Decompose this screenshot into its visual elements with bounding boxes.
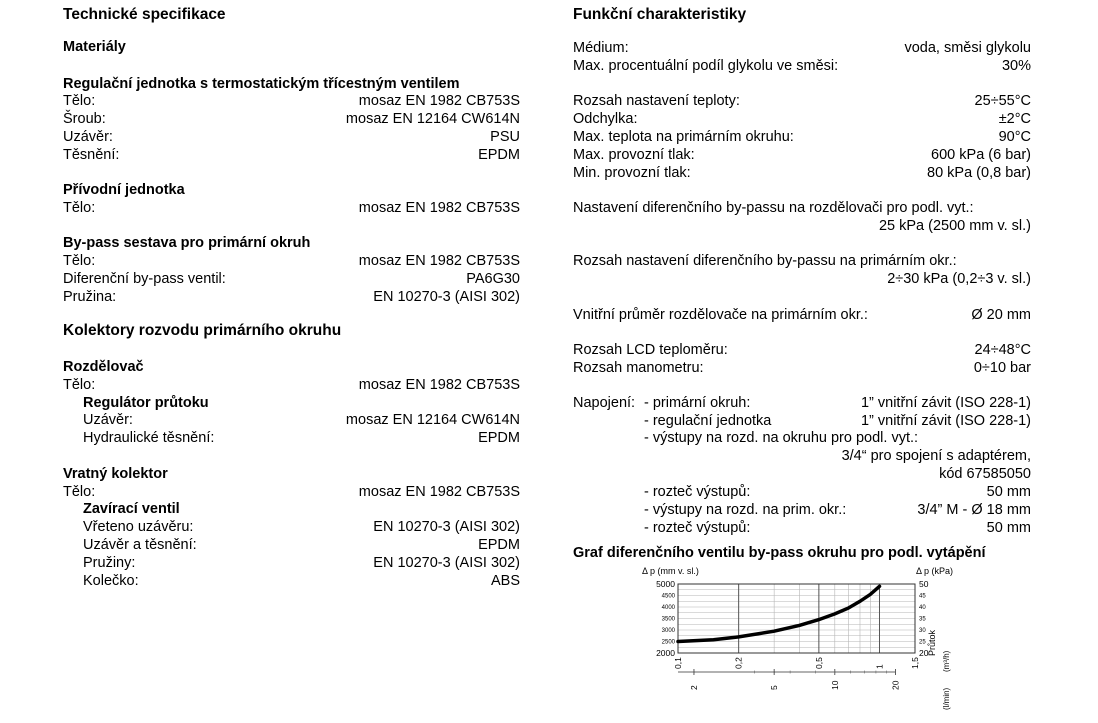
chart-y2-tick-label: 30 [919, 628, 926, 634]
chart-y-tick-label: 2500 [661, 639, 675, 646]
spec-row: Tělo: mosaz EN 1982 CB753S [63, 484, 520, 500]
chart-y2-tick-label: 35 [919, 616, 926, 623]
spec-row: Uzávěr a těsnění: EPDM [83, 537, 520, 553]
spec-row: Těsnění: EPDM [63, 147, 520, 163]
distributor-heading: Rozdělovač [63, 359, 144, 375]
bypass-distributor-label: Nastavení diferenčního by-passu na rozdělovači pro podl. vyt.: [573, 200, 974, 216]
chart-y2-tick-label: 45 [919, 593, 926, 600]
regulation-unit-heading: Regulační jednotka s termostatickým třícestným ventilem [63, 76, 460, 92]
spec-row: Odchylka: ±2°C [573, 111, 1031, 127]
connection-row: 3/4“ pro spojení s adaptérem, [841, 448, 1031, 464]
characteristics-title: Funkční charakteristiky [573, 6, 747, 23]
spec-row: Médium: voda, směsi glykolu [573, 40, 1031, 56]
connection-row: kód 67585050 [939, 466, 1031, 482]
connection-row: - rozteč výstupů: 50 mm [644, 484, 1031, 500]
chart-left-axis-label: Δ p (mm v. sl.) [642, 566, 699, 576]
spec-row: Kolečko: ABS [83, 573, 520, 589]
chart-y2-tick-label: 20 [919, 648, 929, 658]
connection-row: - výstupy na rozd. na okruhu pro podl. vyt.: [644, 430, 919, 446]
connection-row: - regulační jednotka 1” vnitřní závit (ISO 228-1) [644, 413, 1031, 429]
chart-y-tick-label: 5000 [656, 579, 675, 589]
chart-lmin-tick-label: 20 [890, 680, 901, 690]
chart-y-tick-label: 4500 [661, 593, 675, 600]
spec-row: Šroub: mosaz EN 12164 CW614N [63, 111, 520, 127]
connection-row: Napojení: - primární okruh: 1” vnitřní závit (ISO 228-1) [573, 395, 1031, 411]
connection-row: - výstupy na rozd. na prim. okr.: 3/4” M - Ø 18 mm [644, 502, 1031, 518]
spec-row: Tělo: mosaz EN 1982 CB753S [63, 200, 520, 216]
bypass-chart [640, 560, 980, 720]
chart-y2-tick-label: 25 [919, 639, 926, 646]
chart-x-tick-label: 0,5 [813, 657, 824, 669]
spec-row: Diferenční by-pass ventil: PA6G30 [63, 271, 520, 287]
bypass-primary-label: Rozsah nastavení diferenčního by-passu na primárním okr.: [573, 253, 957, 269]
chart-unit-m3h: (m³/h) [942, 650, 951, 672]
spec-row: Tělo: mosaz EN 1982 CB753S [63, 93, 520, 109]
chart-grid [678, 584, 915, 653]
spec-row: Tělo: mosaz EN 1982 CB753S [63, 377, 520, 393]
collectors-title: Kolektory rozvodu primárního okruhu [63, 322, 342, 339]
shutoff-valve-heading: Zavírací ventil [83, 501, 180, 517]
bypass-distributor-value: 25 kPa (2500 mm v. sl.) [878, 218, 1031, 234]
chart-right-axis-label: Δ p (kPa) [916, 566, 954, 576]
chart-title: Graf diferenčního ventilu by-pass okruhu pro podl. vytápění [573, 545, 986, 561]
supply-unit-heading: Přívodní jednotka [63, 182, 185, 198]
spec-row: Rozsah LCD teploměru: 24÷48°C [573, 342, 1031, 358]
chart-y2-tick-label: 50 [919, 579, 929, 589]
chart-lmin-tick-label: 10 [829, 680, 840, 690]
chart-x-labels [673, 657, 920, 690]
chart-y-tick-label: 3000 [661, 628, 675, 634]
chart-x-tick-label: 1,5 [910, 657, 920, 669]
chart-x-tick-label: 1 [874, 664, 885, 669]
spec-row: Min. provozní tlak: 80 kPa (0,8 bar) [573, 165, 1031, 181]
chart-lmin-tick-label: 5 [769, 685, 780, 690]
spec-row: Uzávěr: mosaz EN 12164 CW614N [83, 412, 520, 428]
spec-row: Max. procentuální podíl glykolu ve směsi: 30% [573, 58, 1031, 74]
chart-flow-label: Průtok [927, 629, 937, 656]
return-collector-heading: Vratný kolektor [63, 466, 168, 482]
connection-row: - rozteč výstupů: 50 mm [644, 520, 1031, 536]
chart-lmin-tick-label: 2 [688, 685, 699, 690]
chart-unit-lmin: (l/min) [942, 687, 951, 710]
chart-y-tick-label: 3500 [661, 616, 675, 623]
spec-row: Rozsah manometru: 0÷10 bar [573, 360, 1031, 376]
spec-row: Max. teplota na primárním okruhu: 90°C [573, 129, 1031, 145]
chart-series-line [678, 586, 880, 641]
bypass-assembly-heading: By-pass sestava pro primární okruh [63, 235, 311, 251]
specs-title: Technické specifikace [63, 6, 226, 23]
spec-row: Vnitřní průměr rozdělovače na primárním okr.: Ø 20 mm [573, 307, 1031, 323]
chart-y-tick-label: 4000 [661, 605, 675, 611]
chart-y2-tick-label: 40 [919, 605, 926, 611]
spec-row: Pružiny: EN 10270-3 (AISI 302) [83, 555, 520, 571]
spec-row: Hydraulické těsnění: EPDM [83, 430, 520, 446]
chart-y-tick-label: 2000 [656, 648, 675, 658]
materials-heading: Materiály [63, 39, 126, 55]
flow-regulator-heading: Regulátor průtoku [83, 395, 209, 411]
spec-row: Rozsah nastavení teploty: 25÷55°C [573, 93, 1031, 109]
spec-row: Pružina: EN 10270-3 (AISI 302) [63, 289, 520, 305]
bypass-primary-value: 2÷30 kPa (0,2÷3 v. sl.) [887, 271, 1031, 287]
chart-x-tick-label: 0,2 [733, 657, 744, 669]
connection-label: Napojení: [573, 395, 636, 411]
spec-row: Max. provozní tlak: 600 kPa (6 bar) [573, 147, 1031, 163]
spec-row: Vřeteno uzávěru: EN 10270-3 (AISI 302) [83, 519, 520, 535]
chart-x-tick-label: 0,1 [673, 657, 683, 669]
spec-row: Tělo: mosaz EN 1982 CB753S [63, 253, 520, 269]
spec-row: Uzávěr: PSU [63, 129, 520, 145]
